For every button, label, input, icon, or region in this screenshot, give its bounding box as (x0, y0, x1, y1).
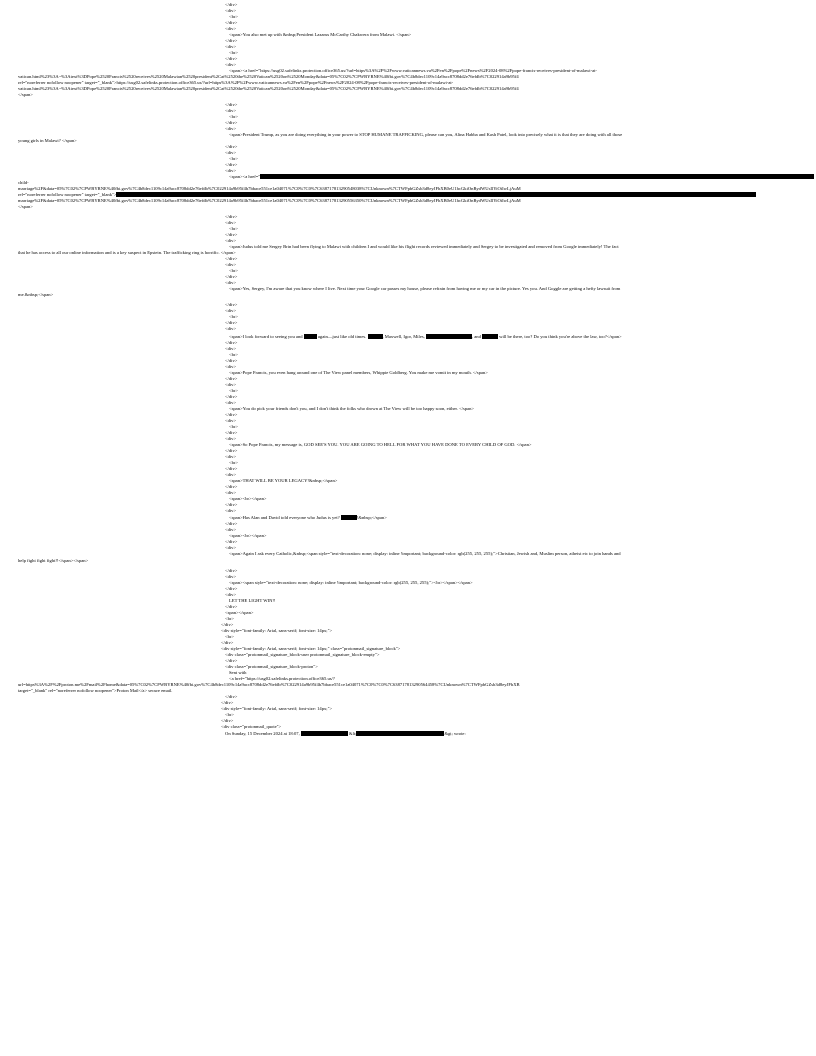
hell-line: <span>So Pope Francis, my message is, GOD SEE'S YOU. YOU ARE GOING TO HELL FOR WHAT YOU HAVE DONE TO EVERY CHILD OF GOD. </span> (229, 442, 532, 447)
br-tag: <br> (225, 712, 235, 717)
div-open-tag: <div> (225, 382, 237, 387)
redaction-block (260, 174, 814, 179)
div-close-tag: </div> (225, 484, 238, 489)
div-open-tag: <div> (225, 326, 237, 331)
quote-header-text: &gt; wrote: (444, 731, 466, 736)
div-close-tag: </div> (225, 586, 238, 591)
vatican-link-line: vatican.html%23%3A~%3Atext%3DPope%2520Francis%2520receives%2520Malawian%2520president%2Cat%2520the%2520Vatican%2520on%2520Monday&data=05%7C02%7CPWBYRNE%40fbi.gov%7C4b8dec1109c14a9acc8708dd2e76efdb%7C022914a9b95f4 (18, 74, 519, 79)
judus-line: <span>Judus told me Sergey Brin had been flying to Malawi with children I and would like his flight records reviewed immediately and Sergey to be investigated and removed from Google immediately! The fact (229, 244, 619, 249)
div-close-tag: </div> (225, 20, 238, 25)
br-tag: <br> (229, 352, 239, 357)
br-tag: <br> (229, 50, 239, 55)
div-close-tag: </div> (225, 604, 238, 609)
redaction-block (426, 334, 472, 339)
div-close-tag: </div> (225, 56, 238, 61)
div-open-tag: <div> (225, 364, 237, 369)
div-open-tag: <div> (225, 262, 237, 267)
div-close-tag: </div> (221, 700, 234, 705)
div-open-tag: <div> (225, 545, 237, 550)
br-tag: <br> (225, 616, 235, 621)
judus-line: that he has access to all our online information and is a key suspect in Epstein. The trafficking ring is horrific. </span> (18, 250, 236, 255)
div-open-tag: <div> (225, 418, 237, 423)
span-close-tag: </span> (18, 204, 33, 209)
div-close-tag: </div> (221, 622, 234, 627)
style-br-span-line: <span><span style="text-decoration: none; display: inline !important; background-color: rgb(255, 255, 255);"><br></span></span> (229, 580, 473, 585)
chakwera-line: <span>You also met up with &nbsp;President Lazarus McCarthy Chakwera from Malawi. </span> (229, 32, 412, 37)
div-open-tag: <div> (225, 8, 237, 13)
child-link-attrs: rel="noreferrer nofollow noopener" target="_blank"> (18, 192, 117, 197)
sergey-line: <span>Yes, Sergey, I'm aware that you know where I live. Next time your Google car passes my house, please refrain from having me or my car in the picture. Yes you. And Goggle are getting a hefty lawsuit from (229, 286, 621, 291)
br-tag: <br> (229, 226, 239, 231)
span-br-line: <span><br></span> (229, 496, 267, 501)
div-close-tag: </div> (225, 658, 238, 663)
div-close-tag: </div> (225, 320, 238, 325)
div-open-tag: <div> (225, 126, 237, 131)
quote-header-text: On Sunday, 15 December 2024 at 18:07, (225, 731, 301, 736)
div-open-tag: <div> (225, 454, 237, 459)
div-close-tag: </div> (225, 466, 238, 471)
vatican-link-line: vatican.html%23%3A~%3Atext%3DPope%2520Francis%2520receives%2520Malawian%2520president%2Cat%2520the%2520Vatican%2520on%2520Monday&data=05%7C02%7CPWBYRNE%40fbi.gov%7C4b8dec1109c14a9acc8708dd2e76efdb%7C022914a9b95f4 (18, 86, 519, 91)
div-close-tag: </div> (225, 232, 238, 237)
vatican-link-line: rel="noreferrer nofollow noopener" target="_blank">https://usg02.safelinks.protection.office365.us/?url=https%3A%2F%2Fwww.vaticannews.va%2Fen%2Fpope%2Fnews%2F2024-08%2Fpope-francis-receives-president-of-malawi-at- (18, 80, 454, 85)
old-times-text: again—just like old times. (316, 334, 368, 339)
span-br-line: <span><br></span> (229, 533, 267, 538)
div-arial-open-tag: <div style="font-family: Arial, sans-serif; font-size: 14px;"> (221, 706, 333, 711)
div-open-tag: <div> (225, 400, 237, 405)
div-open-tag: <div> (225, 62, 237, 67)
div-open-tag: <div> (225, 490, 237, 495)
alan-text: <span>Has Alan and David told everyone who Judus is yet? (229, 515, 341, 520)
br-tag: <br> (229, 424, 239, 429)
br-tag: <br> (229, 156, 239, 161)
div-close-tag: </div> (225, 214, 238, 219)
div-open-tag: <div> (225, 26, 237, 31)
child-link-href: <span><a href=" (229, 174, 261, 179)
div-close-tag: </div> (225, 502, 238, 507)
span-empty-line: <span></span> (225, 610, 254, 615)
sergey-line: me.&nbsp;</span> (18, 292, 54, 297)
div-close-tag: </div> (225, 539, 238, 544)
child-link-line: marriage%2F&data=05%7C02%7CPWBYRNE%40fbi.gov%7C4b8dec1109c14a9acc8708dd2e76efdb%7C022914a9b95f4b7bbace551ce1a04071%7C0%7C0%7C638717813290556350%7CUnknown%7CTWFpbGZsb3d8eyJFbXB0eU1hcGkiOnRydWUsIlYiOiIwLjAuM (18, 198, 521, 203)
br-tag: <br> (229, 314, 239, 319)
div-open-tag: <div> (225, 44, 237, 49)
div-close-tag: </div> (225, 430, 238, 435)
div-arial-open-tag: <div style="font-family: Arial, sans-serif; font-size: 14px;"> (221, 628, 333, 633)
br-tag: <br> (225, 634, 235, 639)
div-close-tag: </div> (225, 376, 238, 381)
div-close-tag: </div> (225, 302, 238, 307)
div-open-tag: <div> (225, 436, 237, 441)
sent-with-line: Sent with (229, 670, 247, 675)
div-open-tag: <div> (225, 150, 237, 155)
br-tag: <br> (229, 114, 239, 119)
div-close-tag: </div> (225, 256, 238, 261)
trump-line: young girls in Malawi? </span> (18, 138, 77, 143)
div-open-tag: <div> (225, 472, 237, 477)
div-open-tag: <div> (225, 168, 237, 173)
quote-header-text: &lt; (347, 731, 357, 736)
proton-link-line: url=https%3A%2F%2Fproton.me%2Fmail%2Fhome&data=05%7C02%7CPWBYRNE%40fbi.gov%7C4b8dec1109c14a9acc8708dd2e76efdb%7C022914a9b95f4b7bbace551ce1a04071%7C0%7C0%7C638717813290564458%7CUnknown%7CTWFpbGZsb3d8eyJFbXB (18, 682, 520, 687)
br-tag: <br> (229, 388, 239, 393)
redaction-block (116, 192, 756, 197)
quote-open-tag: <div class="protonmail_quote"> (221, 724, 282, 729)
redaction-block (368, 334, 383, 339)
span-close-tag: </span> (18, 92, 33, 97)
old-times-text: , and (471, 334, 483, 339)
signature-proton-open-tag: <div class="protonmail_signature_block-proton"> (225, 664, 318, 669)
div-close-tag: </div> (225, 162, 238, 167)
div-open-tag: <div> (225, 527, 237, 532)
redaction-block (482, 334, 498, 339)
child-link-line: child- (18, 180, 29, 185)
div-close-tag: </div> (225, 2, 238, 7)
br-tag: <br> (229, 14, 239, 19)
light-line: LET THE LIGHT WIN!! (229, 598, 276, 603)
div-close-tag: </div> (225, 694, 238, 699)
vatican-link-line: <span><a href="https://usg02.safelinks.protection.office365.us/?url=https%3A%2F%2Fwww.vaticannews.va%2Fen%2Fpope%2Fnews%2F2024-08%2Fpope-francis-receives-president-of-malawi-at- (229, 68, 597, 73)
div-open-tag: <div> (225, 574, 237, 579)
catholic-line: <span>Again I ask every Catholic,&nbsp;<span style="text-decoration: none; display: inline !important; background-color: rgb(255, 255, 255);">Christian, Jewish and, Muslim person, atheist etc to join hands and (229, 551, 621, 556)
old-times-text: , Maxwell, Igor, Miles, (382, 334, 426, 339)
div-close-tag: </div> (221, 718, 234, 723)
div-close-tag: </div> (225, 448, 238, 453)
catholic-line: help fight fight fight!!</span></span> (18, 558, 89, 563)
old-times-text: will be there, too? Do you think you're above the law, too?</span> (498, 334, 622, 339)
div-close-tag: </div> (225, 274, 238, 279)
div-close-tag: </div> (225, 521, 238, 526)
div-close-tag: </div> (225, 568, 238, 573)
legacy-line: <span>THAT WILL BE YOUR LEGACY!&nbsp;</span> (229, 478, 338, 483)
redaction-block (304, 334, 317, 339)
alan-text: !&nbsp;</span> (356, 515, 387, 520)
div-open-tag: <div> (225, 346, 237, 351)
div-close-tag: </div> (225, 38, 238, 43)
div-open-tag: <div> (225, 308, 237, 313)
quote-header-line (225, 731, 814, 737)
div-close-tag: </div> (225, 394, 238, 399)
div-close-tag: </div> (221, 640, 234, 645)
signature-user-open-tag: <div class="protonmail_signature_block-user protonmail_signature_block-empty"> (225, 652, 380, 657)
div-open-tag: <div> (225, 592, 237, 597)
div-close-tag: </div> (225, 358, 238, 363)
proton-link-line: <a href="https://usg02.safelinks.protection.office365.us/? (229, 676, 335, 681)
redaction-block (341, 515, 357, 520)
div-close-tag: </div> (225, 412, 238, 417)
child-link-line: marriage%2F&data=05%7C02%7CPWBYRNE%40fbi.gov%7C4b8dec1109c14a9acc8708dd2e76efdb%7C022914a9b95f4b7bbace551ce1a04071%7C0%7C0%7C638717813290548038%7CUnknown%7CTWFpbGZsb3d8eyJFbXB0eU1hcGkiOnRydWUsIlYiOiIwLjAuM (18, 186, 521, 191)
signature-block-open-tag: <div style="font-family: Arial, sans-serif; font-size: 14px;" class="protonmail_signature_block"> (221, 646, 401, 651)
div-open-tag: <div> (225, 280, 237, 285)
old-times-text: <span>I look forward to seeing you and (229, 334, 304, 339)
div-open-tag: <div> (225, 108, 237, 113)
div-close-tag: </div> (225, 340, 238, 345)
redaction-block (301, 731, 348, 736)
br-tag: <br> (229, 460, 239, 465)
br-tag: <br> (229, 268, 239, 273)
div-open-tag: <div> (225, 220, 237, 225)
view-line: <span>Pope Francis, you even hang around one of The View panel members, Whippie Goldberg. You make me vomit in my mouth. </span> (229, 370, 488, 375)
div-open-tag: <div> (225, 238, 237, 243)
div-open-tag: <div> (225, 508, 237, 513)
div-close-tag: </div> (225, 102, 238, 107)
trump-line: <span>President Trump, as you are doing everything in your power to STOP HUMANE TRAFFICKING, please can you, Alina Habba and Kash Patel, look into precisely what it is that they are doing with all those (229, 132, 623, 137)
friends-line: <span>You do pick your friends don't you, and I don't think the folks who drown at The View will be too happy soon, either. </span> (229, 406, 474, 411)
proton-link-line: target="_blank" rel="noreferrer nofollow noopener">Proton Mail</a> secure email. (18, 688, 173, 693)
div-close-tag: </div> (225, 144, 238, 149)
redaction-block (356, 731, 444, 736)
div-close-tag: </div> (225, 120, 238, 125)
